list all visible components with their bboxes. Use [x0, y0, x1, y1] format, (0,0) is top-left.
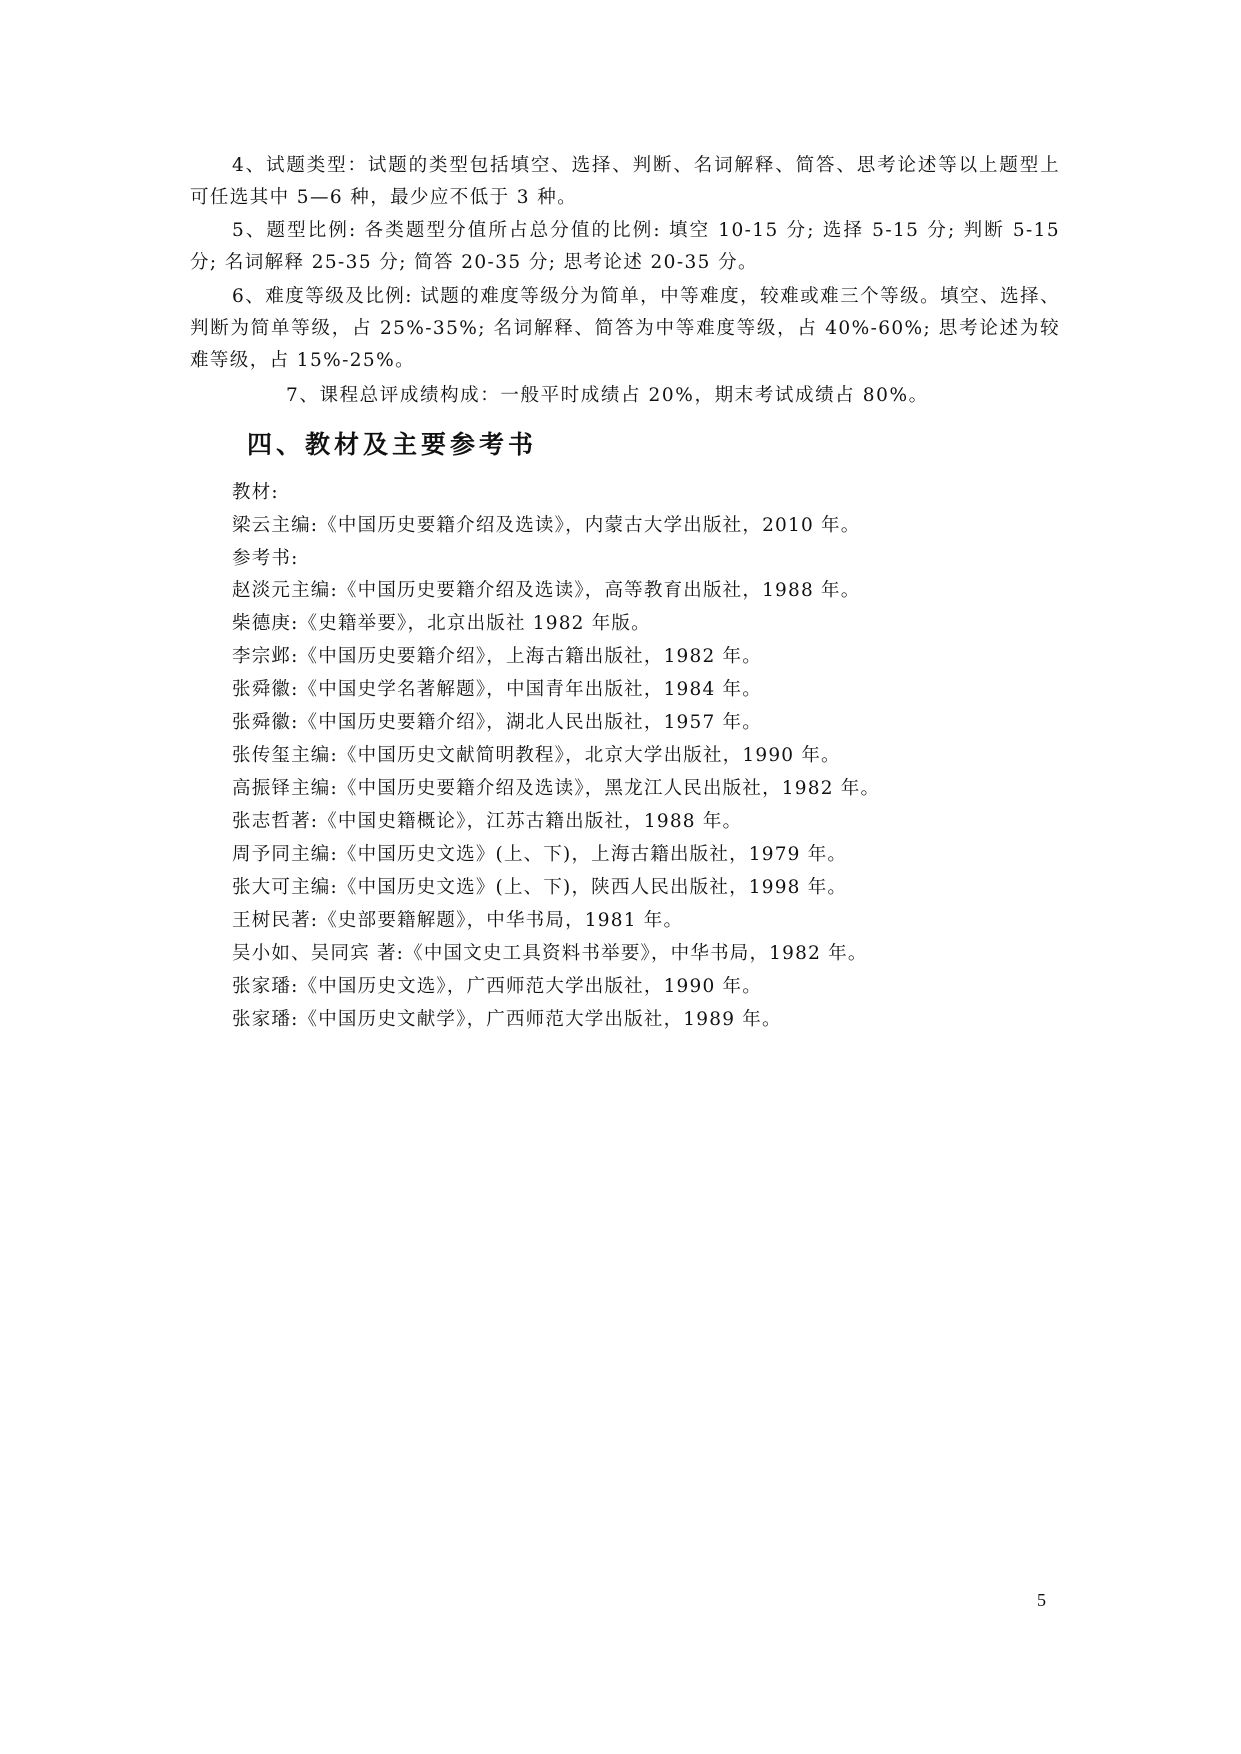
question-type-ratio-paragraph: 5、题型比例: 各类题型分值所占总分值的比例: 填空 10-15 分; 选择 5-15 分; 判断 5-15 分; 名词解释 25-35 分; 简答 20-35 分; 思考论述 20-35 分。: [190, 220, 1060, 273]
reference-entry: 王树民著:《史部要籍解题》，中华书局，1981 年。: [232, 910, 684, 931]
reference-entry: 张家璠:《中国历史文献学》，广西师范大学出版社，1989 年。: [232, 1009, 782, 1030]
exam-question-types-paragraph: 4、试题类型：试题的类型包括填空、选择、判断、名词解释、简答、思考论述等以上题型上可任选其中 5—6 种，最少应不低于 3 种。: [190, 155, 1060, 208]
reference-entry: 赵淡元主编:《中国历史要籍介绍及选读》，高等教育出版社，1988 年。: [232, 580, 861, 601]
reference-entry: 高振铎主编:《中国历史要籍介绍及选读》，黑龙江人民出版社，1982 年。: [232, 778, 881, 799]
textbook-label: 教材:: [232, 482, 279, 503]
page-number: 5: [1037, 1590, 1046, 1610]
reference-entry: 张志哲著:《中国史籍概论》，江苏古籍出版社，1988 年。: [232, 811, 743, 832]
reference-entry: 张舜徽:《中国历史要籍介绍》，湖北人民出版社，1957 年。: [232, 712, 762, 733]
textbook-entry: 梁云主编:《中国历史要籍介绍及选读》，内蒙古大学出版社，2010 年。: [232, 515, 861, 536]
reference-entry: 张家璠:《中国历史文选》，广西师范大学出版社，1990 年。: [232, 976, 762, 997]
reference-label: 参考书:: [232, 548, 299, 569]
reference-entry: 张舜徽:《中国史学名著解题》，中国青年出版社，1984 年。: [232, 679, 762, 700]
reference-entry: 张大可主编:《中国历史文选》(上、下)，陕西人民出版社，1998 年。: [232, 877, 848, 898]
grade-composition-paragraph: 7、课程总评成绩构成：一般平时成绩占 20%，期末考试成绩占 80%。: [286, 385, 929, 406]
section-heading: 四、教材及主要参考书: [247, 430, 538, 459]
reference-entry: 张传玺主编:《中国历史文献简明教程》，北京大学出版社，1990 年。: [232, 745, 841, 766]
difficulty-levels-paragraph: 6、难度等级及比例: 试题的难度等级分为简单，中等难度，较难或难三个等级。填空、选择、判断为简单等级，占 25%-35%; 名词解释、简答为中等难度等级，占 40%-60%; 思考论述为较难等级，占 15%-25%。: [190, 286, 1060, 371]
reference-entry: 李宗邺:《中国历史要籍介绍》，上海古籍出版社，1982 年。: [232, 646, 762, 667]
reference-entry: 柴德庚:《史籍举要》，北京出版社 1982 年版。: [232, 613, 651, 634]
reference-entry: 周予同主编:《中国历史文选》(上、下)，上海古籍出版社，1979 年。: [232, 844, 848, 865]
reference-entry: 吴小如、吴同宾 著:《中国文史工具资料书举要》，中华书局，1982 年。: [232, 943, 868, 964]
